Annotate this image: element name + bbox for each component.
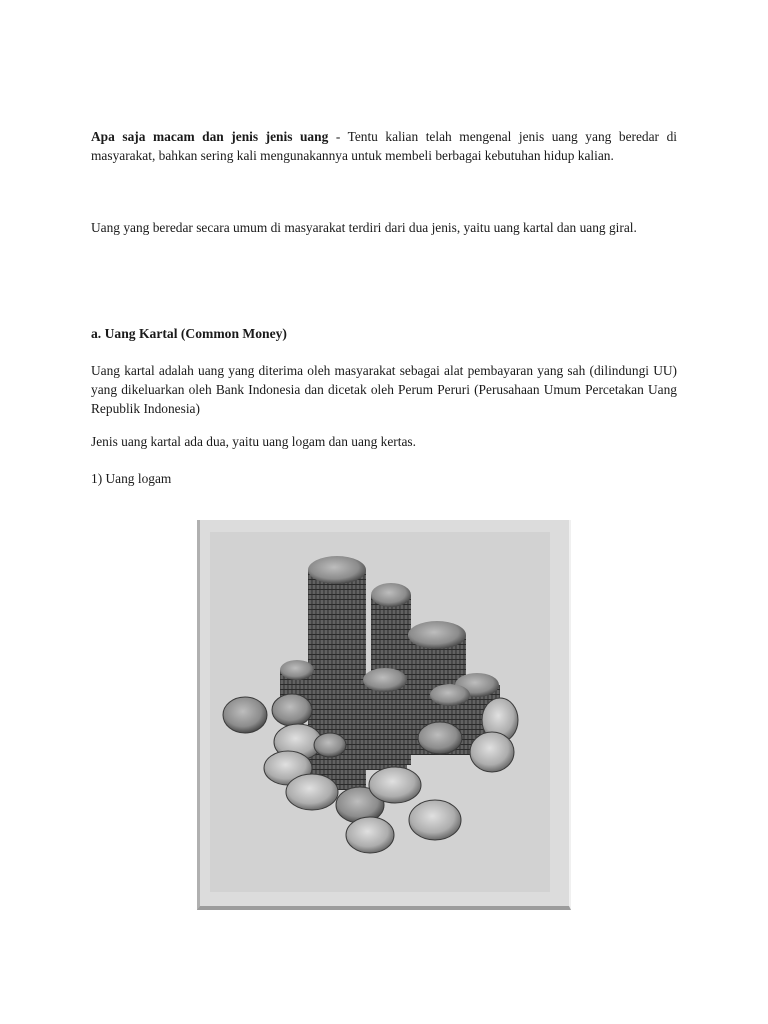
paragraph-uang-kartal-types: Jenis uang kartal ada dua, yaitu uang logam dan uang kertas. xyxy=(91,434,416,449)
coin-stack-short xyxy=(363,668,407,770)
intro-text: - Tentu kalian telah mengenal jenis uang yang beredar di masyarakat, bahkan sering kali mengunakannya untuk membeli berbagai kebutuhan hidup kalian. xyxy=(91,129,677,163)
coins-photo xyxy=(197,520,571,910)
list-item-uang-logam: 1) Uang logam xyxy=(91,471,172,486)
section-heading-uang-kartal: a. Uang Kartal (Common Money) xyxy=(91,326,287,341)
intro-bold-lead: Apa saja macam dan jenis jenis uang xyxy=(91,129,329,144)
paragraph-uang-kartal-definition: Uang kartal adalah uang yang diterima oleh masyarakat sebagai alat pembayaran yang sah (dilindungi UU) yang dikeluarkan oleh Bank Indonesia dan dicetak oleh Perum Peruri (Perusahaan Umum Percetakan Uang Republik Indonesia) xyxy=(91,363,677,416)
paragraph-money-types: Uang yang beredar secara umum di masyarakat terdiri dari dua jenis, yaitu uang kartal dan uang giral. xyxy=(91,220,637,235)
coin-stacks-illustration xyxy=(200,520,569,906)
intro-paragraph xyxy=(91,127,677,165)
